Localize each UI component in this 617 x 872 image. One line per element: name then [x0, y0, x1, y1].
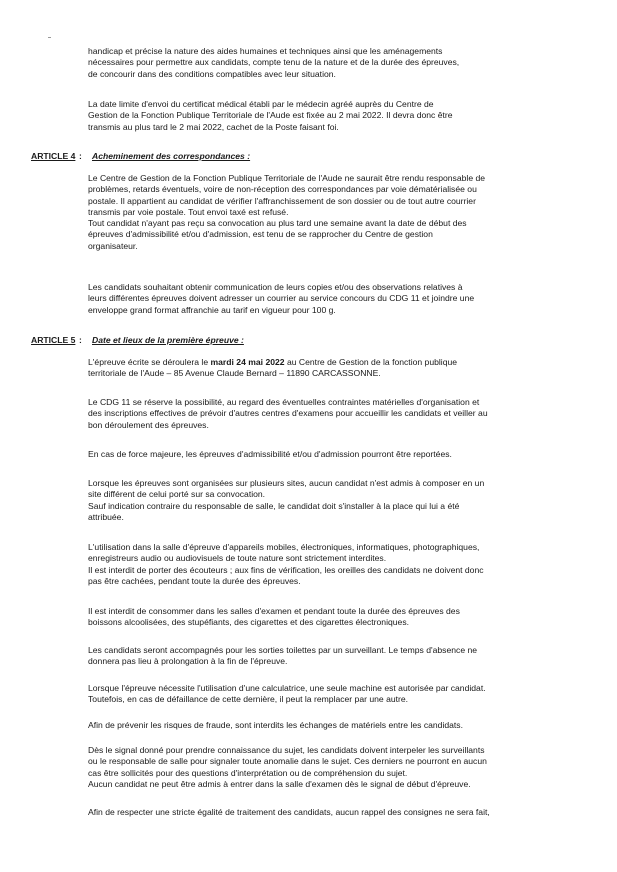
article-5-label: ARTICLE 5	[31, 335, 76, 345]
text-line: Les candidats souhaitant obtenir communication de leurs copies et/ou des observations relatives à	[88, 282, 463, 292]
text-line: attribuée.	[88, 511, 124, 522]
text-line: épreuves d'admissibilité et/ou d'admission, est tenu de se rapprocher du Centre de gestion	[88, 229, 433, 240]
text-line: Les candidats seront accompagnés pour les sorties toilettes par un surveillant. Le temps d'absence ne	[88, 645, 478, 655]
intro-paragraph-1	[88, 46, 574, 80]
article-5-paragraph-4	[88, 542, 574, 587]
text-line: Sauf indication contraire du responsable de salle, le candidat doit s'installer à la place qui lui a été	[88, 500, 460, 511]
exam-date: mardi 24 mai 2022	[210, 357, 285, 367]
text-line: En cas de force majeure, les épreuves d'admissibilité et/ou d'admission pourront être reportées.	[88, 449, 452, 459]
text-line: handicap et précise la nature des aides humaines et techniques ainsi que les aménagements	[88, 46, 443, 56]
text-line: organisateur.	[88, 240, 138, 251]
article-5-title: Date et lieux de la première épreuve :	[92, 335, 244, 345]
article-5-paragraph-2	[88, 449, 574, 460]
text-line: La date limite d'envoi du certificat médical établi par le médecin agréé auprès du Centre de	[88, 99, 434, 109]
text-line: pas être cachées, pendant toute la durée des épreuves.	[88, 575, 301, 586]
text-line: territoriale de l'Aude – 85 Avenue Claude Bernard – 11890 CARCASSONNE.	[88, 368, 381, 379]
text-line: nécessaires pour permettre aux candidats, compte tenu de la nature et de la durée des épreuves,	[88, 57, 460, 68]
text-line: transmis au plus tard le 2 mai 2022, cachet de la Poste faisant foi.	[88, 121, 339, 132]
article-4-title: Acheminement des correspondances :	[92, 151, 251, 161]
text-line: enveloppe grand format affranchie au tarif en vigueur pour 100 g.	[88, 304, 336, 315]
text-line	[88, 357, 574, 368]
text-line: leurs différentes épreuves doivent adresser un courrier au service concours du CDG 11 et joindre une	[88, 293, 475, 304]
text-line: bon déroulement des épreuves.	[88, 419, 209, 430]
text-line: enregistreurs audio ou audiovisuels de toute nature sont strictement interdites.	[88, 553, 387, 564]
text-line: Afin de respecter une stricte égalité de traitement des candidats, aucun rappel des consignes ne sera fait,	[88, 807, 490, 817]
text-line: Lorsque l'épreuve nécessite l'utilisation d'une calculatrice, une seule machine est autorisée par candidat.	[88, 683, 486, 693]
article-5-paragraph-6	[88, 645, 574, 668]
text-line: boissons alcoolisées, des stupéfiants, des cigarettes et des cigarettes électroniques.	[88, 617, 410, 628]
article-5-paragraph-5	[88, 606, 574, 629]
text-line: Gestion de la Fonction Publique Territoriale de l'Aude est fixée au 2 mai 2022. Il devra donc être	[88, 110, 453, 121]
article-5-paragraph-10	[88, 807, 574, 818]
text-line: ou le responsable de salle pour signaler toute anomalie dans le sujet. Ces derniers ne pourront en aucun	[88, 756, 487, 767]
article-5-paragraph-8	[88, 720, 574, 731]
date-prefix: L'épreuve écrite se déroulera le	[88, 357, 211, 367]
article-5-paragraph-1	[88, 397, 574, 431]
article-4-label: ARTICLE 4	[31, 151, 76, 161]
text-line: Tout candidat n'ayant pas reçu sa convocation au plus tard une semaine avant la date de début des	[88, 218, 467, 229]
text-line: Il est interdit de consommer dans les salles d'examen et pendant toute la durée des épreuves des	[88, 606, 460, 616]
article-5-colon: :	[79, 335, 82, 345]
text-line: postale. Il appartient au candidat de vérifier l'affranchissement de son dossier ou de tout autre courrier	[88, 195, 476, 206]
text-line: donnera pas lieu à prolongation à la fin de l'épreuve.	[88, 656, 288, 667]
article-4-colon: :	[79, 151, 82, 161]
text-line: des inscriptions effectives de prévoir d'autres centres d'examens pour accueillir les candidats et veiller au	[88, 408, 488, 419]
article-5-paragraph-3	[88, 478, 574, 523]
text-line: L'utilisation dans la salle d'épreuve d'appareils mobiles, électroniques, informatiques, photographiques,	[88, 542, 480, 552]
text-line: Le CDG 11 se réserve la possibilité, au regard des éventuelles contraintes matérielles d'organisation et	[88, 397, 480, 407]
text-line: Aucun candidat ne peut être admis à entrer dans la salle d'examen dès le signal de début d'épreuve.	[88, 778, 471, 789]
text-line: Il est interdit de porter des écouteurs ; aux fins de vérification, les oreilles des candidats ne doivent donc	[88, 564, 484, 575]
article-5-paragraph-9	[88, 745, 574, 790]
text-line: cas être sollicités pour des questions d'interprétation ou de compréhension du sujet.	[88, 767, 408, 778]
text-line: Dès le signal donné pour prendre connaissance du sujet, les candidats doivent interpeler les surveillants	[88, 745, 485, 755]
text-line: Lorsque les épreuves sont organisées sur plusieurs sites, aucun candidat n'est admis à composer en un	[88, 478, 485, 488]
article-4-paragraph-1	[88, 173, 574, 252]
text-line: Toutefois, en cas de défaillance de cette dernière, il peut la remplacer par une autre.	[88, 694, 409, 705]
text-line: transmis par voie postale. Tout envoi taxé est refusé.	[88, 206, 289, 217]
text-line: Le Centre de Gestion de la Fonction Publique Territoriale de l'Aude ne saurait être rendu responsable de	[88, 173, 486, 183]
article-5-date-paragraph	[88, 357, 574, 380]
article-5-paragraph-7	[88, 683, 574, 706]
intro-paragraph-2	[88, 99, 574, 133]
article-4-paragraph-2	[88, 282, 574, 316]
date-suffix: au Centre de Gestion de la fonction publique	[284, 357, 458, 367]
text-line: de concourir dans des conditions compatibles avec leur situation.	[88, 68, 336, 79]
text-line: site différent de celui porté sur sa convocation.	[88, 489, 266, 500]
text-line: Afin de prévenir les risques de fraude, sont interdits les échanges de matériels entre les candidats.	[88, 720, 463, 730]
scan-mark	[48, 37, 51, 38]
text-line: problèmes, retards éventuels, voire de non-réception des correspondances par voie dématérialisée ou	[88, 184, 477, 195]
